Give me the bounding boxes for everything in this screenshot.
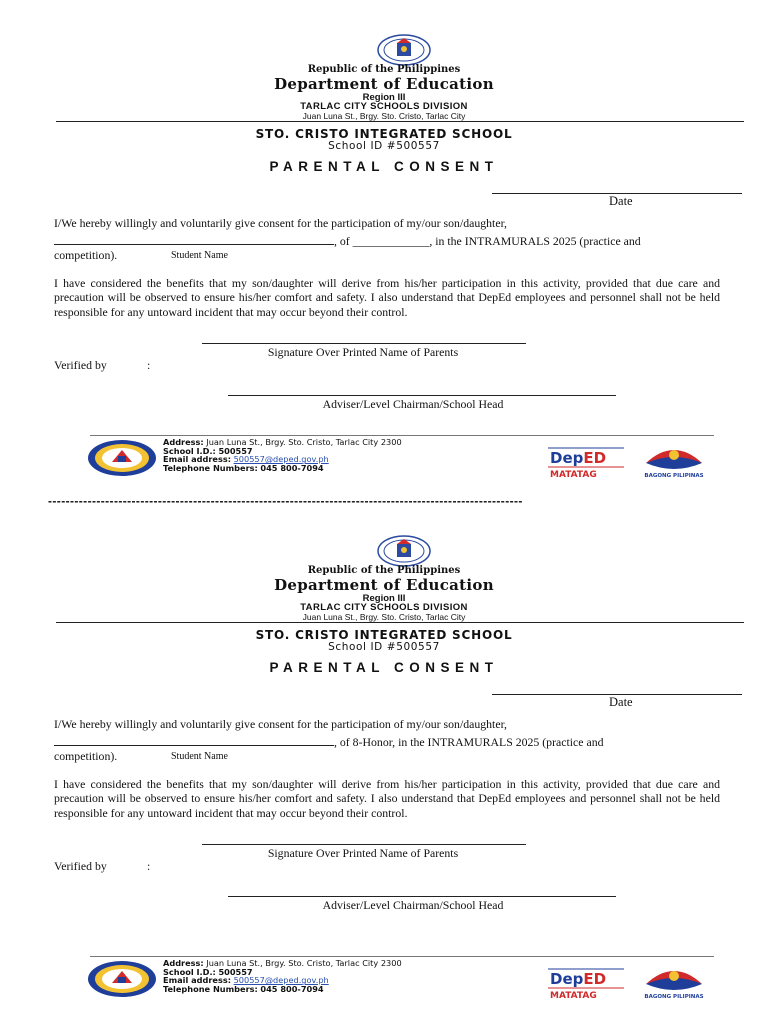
footer-email-link[interactable]: 500557@deped.gov.ph bbox=[233, 975, 329, 986]
footer-school-id: 500557 bbox=[218, 966, 253, 977]
svg-text:DepED: DepED bbox=[550, 449, 607, 467]
svg-text:MATATAG: MATATAG bbox=[550, 470, 597, 479]
footer-rule bbox=[90, 956, 714, 957]
consent-line-3: competition). bbox=[54, 749, 118, 763]
footer-info bbox=[163, 959, 402, 993]
school-name: STO. CRISTO INTEGRATED SCHOOL bbox=[255, 628, 513, 642]
svg-text:MATATAG: MATATAG bbox=[550, 991, 597, 1000]
footer-phone-label: Telephone Numbers: bbox=[163, 462, 258, 473]
region-text: Region III bbox=[362, 593, 406, 604]
verified-by-colon: : bbox=[147, 859, 151, 873]
division-text: TARLAC CITY SCHOOLS DIVISION bbox=[300, 101, 468, 112]
parent-signature-line[interactable] bbox=[202, 343, 526, 344]
footer-address-label: Address: bbox=[163, 958, 204, 968]
header-address: Juan Luna St., Brgy. Sto. Cristo, Tarlac City bbox=[302, 111, 466, 121]
republic-text: Republic of the Philippines bbox=[307, 565, 461, 576]
footer-phone-label: Telephone Numbers: bbox=[163, 983, 258, 994]
footer-address: Juan Luna St., Brgy. Sto. Cristo, Tarlac City 2300 bbox=[206, 958, 402, 968]
deped-seal-icon bbox=[376, 535, 432, 567]
date-label: Date bbox=[609, 194, 633, 208]
svg-text:BAGONG PILIPINAS: BAGONG PILIPINAS bbox=[644, 473, 704, 479]
form-title: PARENTAL CONSENT bbox=[269, 660, 499, 675]
footer-info bbox=[163, 438, 402, 472]
consent-line-2 bbox=[54, 233, 720, 249]
bagong-pilipinas-logo bbox=[638, 441, 710, 479]
parent-signature-line[interactable] bbox=[202, 844, 526, 845]
deped-matatag-logo bbox=[548, 966, 624, 1000]
consent-paragraph-2: I have considered the benefits that my son/daughter will derive from his/her participation in this activity, provided that due care and precaution will be observed to ensure his/her comfort and safety. I also understand that DepEd employees and personnel shall not be held responsible for any untoward incident that may occur beyond their control. bbox=[54, 777, 720, 820]
cut-separator: ------------------------------------------------------------------------------------------------------------ bbox=[48, 494, 523, 508]
footer-banner bbox=[86, 435, 714, 481]
footer-banner bbox=[86, 956, 714, 1002]
verified-by-label: Verified by bbox=[54, 859, 107, 873]
student-name-label: Student Name bbox=[171, 250, 228, 261]
header-rule bbox=[56, 622, 744, 623]
consent-form-2 bbox=[0, 501, 768, 1001]
student-name-blank[interactable] bbox=[54, 233, 334, 245]
department-text: Department of Education bbox=[274, 75, 494, 93]
footer-email-label: Email address: bbox=[163, 975, 231, 986]
footer-address: Juan Luna St., Brgy. Sto. Cristo, Tarlac City 2300 bbox=[206, 437, 402, 447]
form-title: PARENTAL CONSENT bbox=[269, 159, 499, 174]
header-rule bbox=[56, 121, 744, 122]
adviser-signature-line[interactable] bbox=[228, 896, 616, 897]
region-text: Region III bbox=[362, 92, 406, 103]
republic-text: Republic of the Philippines bbox=[307, 64, 461, 75]
consent-paragraph-2: I have considered the benefits that my son/daughter will derive from his/her participation in this activity, provided that due care and precaution will be observed to ensure his/her comfort and safety. I also understand that DepEd employees and personnel shall not be held responsible for any untoward incident that may occur beyond their control. bbox=[54, 276, 720, 319]
svg-text:BAGONG PILIPINAS: BAGONG PILIPINAS bbox=[644, 994, 704, 1000]
parent-signature-label: Signature Over Printed Name of Parents bbox=[267, 846, 459, 860]
student-name-blank[interactable] bbox=[54, 734, 334, 746]
consent-form-1 bbox=[0, 0, 768, 500]
division-text: TARLAC CITY SCHOOLS DIVISION bbox=[300, 602, 468, 613]
consent-line-1: I/We hereby willingly and voluntarily give consent for the participation of my/our son/daughter, bbox=[54, 216, 507, 230]
school-name: STO. CRISTO INTEGRATED SCHOOL bbox=[255, 127, 513, 141]
footer-school-id-label: School I.D.: bbox=[163, 966, 216, 977]
svg-text:DepED: DepED bbox=[550, 970, 607, 988]
school-logo-icon bbox=[86, 959, 158, 999]
school-id: School ID #500557 bbox=[328, 641, 440, 653]
footer-school-id-label: School I.D.: bbox=[163, 445, 216, 456]
consent-line-2 bbox=[54, 734, 720, 750]
header-address: Juan Luna St., Brgy. Sto. Cristo, Tarlac City bbox=[302, 612, 466, 622]
school-logo-icon bbox=[86, 438, 158, 478]
footer-school-id: 500557 bbox=[218, 445, 253, 456]
verified-by-colon: : bbox=[147, 358, 151, 372]
date-label: Date bbox=[609, 695, 633, 709]
parent-signature-label: Signature Over Printed Name of Parents bbox=[267, 345, 459, 359]
footer-email-label: Email address: bbox=[163, 454, 231, 465]
department-text: Department of Education bbox=[274, 576, 494, 594]
footer-address-label: Address: bbox=[163, 437, 204, 447]
footer-phone: 045 800-7094 bbox=[260, 462, 324, 473]
consent-line-2-text: , of _____________, in the INTRAMURALS 2025 (practice and bbox=[334, 234, 641, 248]
student-name-label: Student Name bbox=[171, 751, 228, 762]
bagong-pilipinas-logo bbox=[638, 962, 710, 1000]
consent-line-1: I/We hereby willingly and voluntarily give consent for the participation of my/our son/daughter, bbox=[54, 717, 507, 731]
deped-seal-icon bbox=[376, 34, 432, 66]
footer-email-link[interactable]: 500557@deped.gov.ph bbox=[233, 454, 329, 465]
verified-by-label: Verified by bbox=[54, 358, 107, 372]
consent-line-2-text: , of 8-Honor, in the INTRAMURALS 2025 (practice and bbox=[334, 735, 604, 749]
adviser-label: Adviser/Level Chairman/School Head bbox=[322, 898, 504, 912]
footer-phone: 045 800-7094 bbox=[260, 983, 324, 994]
adviser-label: Adviser/Level Chairman/School Head bbox=[322, 397, 504, 411]
adviser-signature-line[interactable] bbox=[228, 395, 616, 396]
consent-line-3: competition). bbox=[54, 248, 118, 262]
footer-rule bbox=[90, 435, 714, 436]
school-id: School ID #500557 bbox=[328, 140, 440, 152]
deped-matatag-logo bbox=[548, 445, 624, 479]
